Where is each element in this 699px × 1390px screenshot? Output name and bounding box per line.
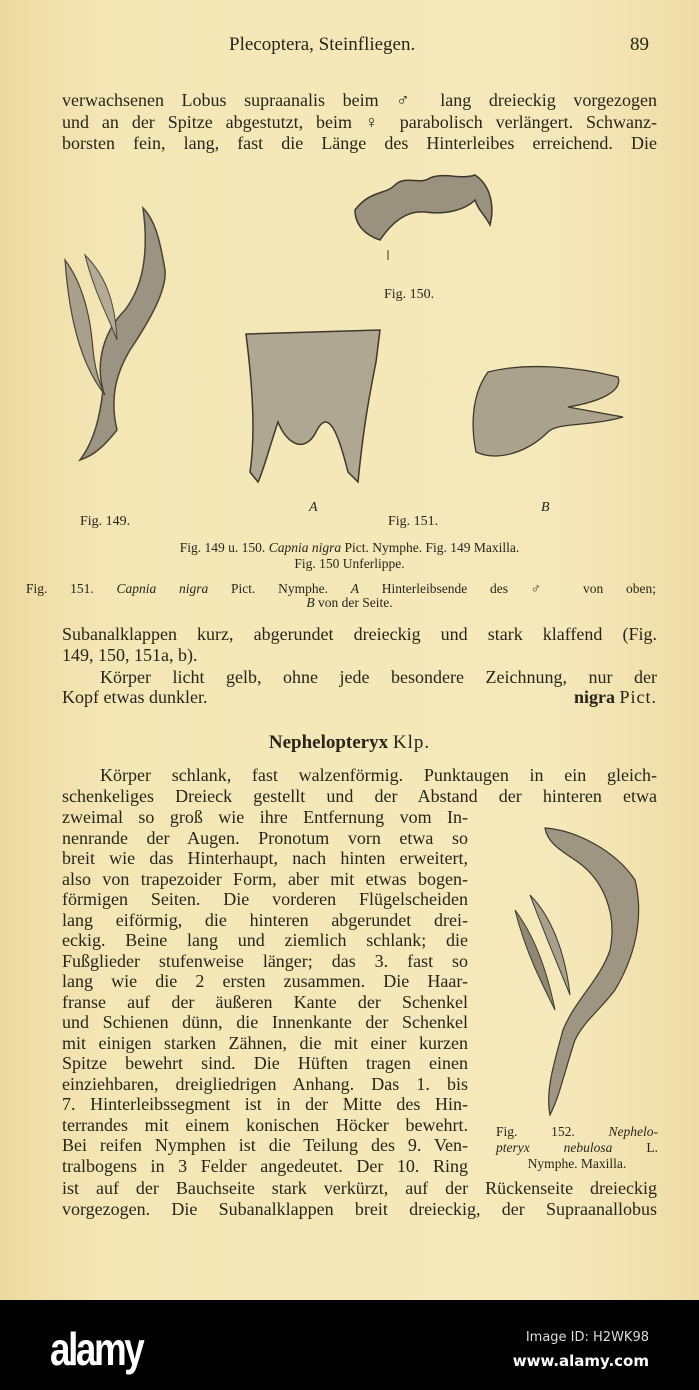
paragraph-line: Subanalklappen kurz, abgerundet dreieckig und stark klaffend (Fig. <box>62 624 657 644</box>
figure-150-label: Fig. 150. <box>384 287 435 302</box>
caption-text: Hinterleibsende des ♂ von oben; <box>381 581 656 596</box>
figure-caption-150: Fig. 150 Unferlippe. <box>294 556 405 571</box>
figure-149-maxilla <box>55 200 180 470</box>
figure-151a-label: A <box>309 500 318 515</box>
paragraph-line: vorgezogen. Die Subanalklappen breit dreieckig, der Supraanallobus <box>62 1199 657 1219</box>
caption-b-letter: B <box>306 595 315 610</box>
species-name <box>520 687 657 707</box>
genus-author: Klp. <box>392 732 431 753</box>
figure-149-label: Fig. 149. <box>80 514 131 529</box>
paragraph-line: tralbogens in 3 Felder angedeutet. Der 10. Ring <box>62 1155 468 1176</box>
caption-prefix: Fig. 152. <box>496 1124 575 1139</box>
caption-prefix: Fig. 151. <box>26 581 94 596</box>
caption-text: Pict. Nymphe. <box>231 581 329 596</box>
figure-151a-abdomen-top <box>238 322 388 492</box>
paragraph-line: und Schienen dünn, die Innenkante der Schenkel <box>62 1012 468 1032</box>
figure-150-labium <box>350 170 500 260</box>
image-id: Image ID: H2WK98 <box>525 1330 649 1345</box>
paragraph-line: ist auf der Bauchseite stark verkürzt, auf der Rückenseite dreieckig <box>62 1178 657 1198</box>
paragraph-line: Körper schlank, fast walzenförmig. Punktaugen in ein gleich- <box>100 765 657 785</box>
figure-151-label: Fig. 151. <box>388 514 439 529</box>
alamy-logo: alamy <box>50 1323 143 1375</box>
paragraph-line: Körper licht gelb, ohne jede besondere Zeichnung, nur der <box>100 667 657 687</box>
paragraph-line: 7. Hinterleibssegment ist in der Mitte des Hin- <box>62 1094 468 1114</box>
genus-heading <box>0 732 699 754</box>
caption-species: Capnia nigra <box>116 581 209 596</box>
figure-caption-151b <box>0 595 699 610</box>
footer-url: www.alamy.com <box>512 1352 649 1370</box>
paragraph-line: Spitze bewehrt sind. Die Hüften tragen einen <box>62 1053 468 1073</box>
paragraph-line: Fußglieder stufenweise länger; das 3. fast so <box>62 950 468 971</box>
paragraph-line: lang eiförmig, die hinteren abgerundet drei- <box>62 909 468 930</box>
paragraph-line: also von trapezoider Form, aber mit etwas bogen- <box>62 868 468 889</box>
caption-species: Nephelo- <box>608 1124 659 1139</box>
paragraph-line: 149, 150, 151a, b). <box>62 645 198 665</box>
running-header: Plecoptera, Steinfliegen. <box>229 34 416 55</box>
paragraph-line: förmigen Seiten. Die vorderen Flügelscheiden <box>62 889 468 909</box>
paragraph-line: eckig. Beine lang und ziemlich schlank; die <box>62 930 468 950</box>
caption-prefix: Fig. 149 u. 150. <box>179 540 266 555</box>
species-name-bold: nigra <box>573 687 615 707</box>
species-author: Pict. <box>619 687 657 707</box>
paragraph-line: breit wie das Hinterhaupt, nach hinten erweitert, <box>62 848 468 868</box>
paragraph-line: einziehbaren, dreigliedrigen Anhang. Das 1. bis <box>62 1073 468 1094</box>
figure-caption-151 <box>26 581 656 596</box>
caption-text: von der Seite. <box>318 595 393 610</box>
watermark-footer <box>0 1300 699 1390</box>
figure-152-maxilla <box>505 820 650 1120</box>
caption-species: Capnia nigra <box>268 540 342 555</box>
paragraph-line: Bei reifen Nymphen ist die Teilung des 9. Ven- <box>62 1135 468 1155</box>
figure-151b-label: B <box>541 500 550 515</box>
paragraph-line: borsten fein, lang, fast die Länge des Hinterleibes erreichend. Die <box>62 133 657 153</box>
paragraph-line: lang wie die 2 ersten zusammen. Die Haar- <box>62 971 468 991</box>
paragraph-line: schenkeliges Dreieck gestellt und der Abstand der hinteren etwa <box>62 786 657 806</box>
caption-a-letter: A <box>350 581 360 596</box>
paragraph-line: mit einigen starken Zähnen, die mit einer kurzen <box>62 1032 468 1053</box>
paragraph-line: verwachsenen Lobus supraanalis beim ♂ lang dreieckig vorgezogen <box>62 90 657 110</box>
paragraph-line: nenrande der Augen. Pronotum vorn etwa so <box>62 827 468 848</box>
paragraph-line: terrandes mit einem konischen Höcker bewehrt. <box>62 1114 468 1135</box>
figure-152-caption-line2 <box>496 1140 658 1155</box>
genus-name: Nephelopteryx <box>268 732 389 753</box>
paragraph-line: zweimal so groß wie ihre Entfernung vom In- <box>62 807 468 827</box>
paragraph-line: und an der Spitze abgestutzt, beim ♀ parabolisch verlängert. Schwanz- <box>62 111 657 132</box>
figure-caption-149-150 <box>0 540 699 555</box>
caption-species: pteryx nebulosa <box>496 1140 613 1155</box>
figure-151b-abdomen-side <box>468 352 628 472</box>
paragraph-line: Kopf etwas dunkler. <box>62 687 208 707</box>
figure-152-caption-line3: Nymphe. Maxilla. <box>527 1156 627 1171</box>
paragraph-line: franse auf der äußeren Kante der Schenkel <box>62 991 468 1012</box>
caption-author: L. <box>646 1140 658 1155</box>
caption-text: Pict. Nymphe. Fig. 149 Maxilla. <box>344 540 520 555</box>
figure-152-caption-line1 <box>496 1124 658 1139</box>
page-number: 89 <box>630 34 649 55</box>
